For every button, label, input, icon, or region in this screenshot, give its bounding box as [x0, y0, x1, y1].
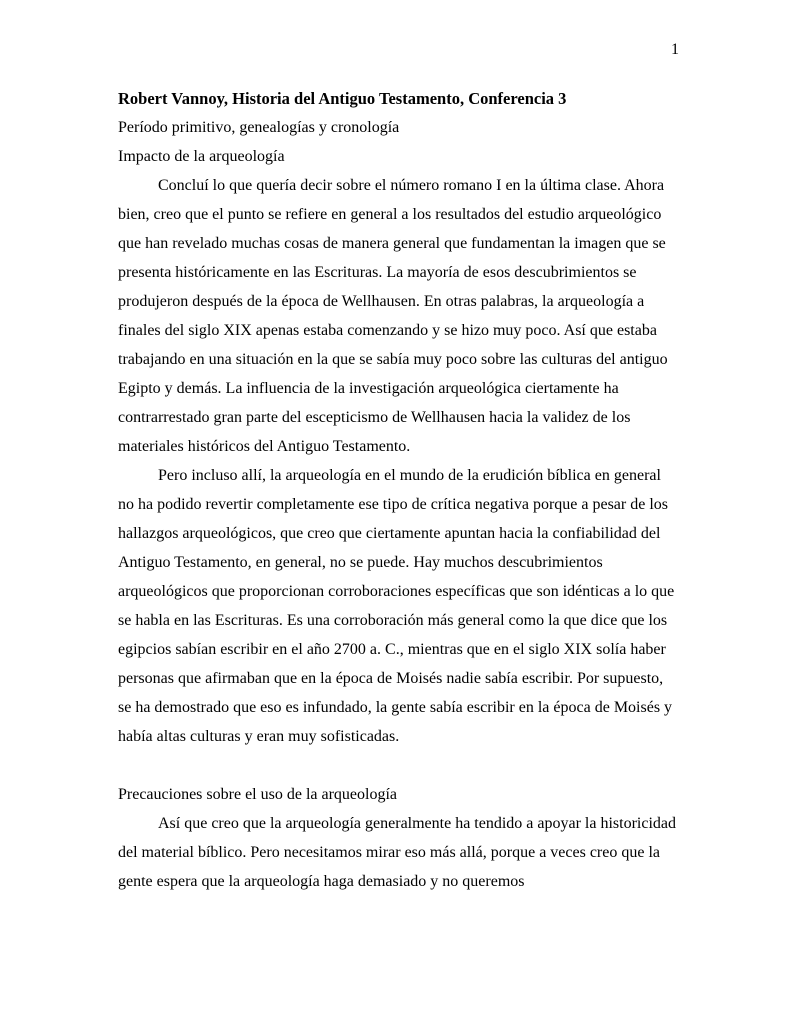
document-content [118, 84, 680, 896]
paragraph: Concluí lo que quería decir sobre el número romano I en la última clase. Ahora bien, creo que el punto se refiere en general a los resultados del estudio arqueológico que han revelado muchas cosas de manera general que fundamentan la imagen que se presenta históricamente en las Escrituras. La mayoría de esos descubrimientos se produjeron después de la época de Wellhausen. En otras palabras, la arqueología a finales del siglo XIX apenas estaba comenzando y se hizo muy poco. Así que estaba trabajando en una situación en la que se sabía muy poco sobre las culturas del antiguo Egipto y demás. La influencia de la investigación arqueológica ciertamente ha contrarrestado gran parte del escepticismo de Wellhausen hacia la validez de los materiales históricos del Antiguo Testamento. [118, 177, 668, 455]
section-heading: Precauciones sobre el uso de la arqueología [118, 786, 398, 803]
header-line-subtopic: Impacto de la arqueología [118, 148, 285, 165]
blank-line [118, 751, 680, 780]
paragraph: Pero incluso allí, la arqueología en el mundo de la erudición bíblica en general no ha podido revertir completamente ese tipo de crítica negativa porque a pesar de los hallazgos arqueológicos, que creo que ciertamente apuntan hacia la confiabilidad del Antiguo Testamento, en general, no se puede. Hay muchos descubrimientos arqueológicos que proporcionan corroboraciones específicas que son idénticas a lo que se habla en las Escrituras. Es una corroboración más general como la que dice que los egipcios sabían escribir en el año 2700 a. C., mientras que en el siglo XIX solía haber personas que afirmaban que en la época de Moisés nadie sabía escribir. Por supuesto, se ha demostrado que eso es infundado, la gente sabía escribir en la época de Moisés y había altas culturas y eran muy sofisticadas. [118, 467, 675, 745]
page-number: 1 [671, 41, 679, 58]
paragraph: Así que creo que la arqueología generalmente ha tendido a apoyar la historicidad del material bíblico. Pero necesitamos mirar eso más allá, porque a veces creo que la gente espera que la arqueología haga demasiado y no queremos [118, 815, 677, 890]
document-title: Robert Vannoy, Historia del Antiguo Testamento, Conferencia 3 [118, 89, 567, 108]
header-line-topic: Período primitivo, genealogías y cronología [118, 119, 400, 136]
